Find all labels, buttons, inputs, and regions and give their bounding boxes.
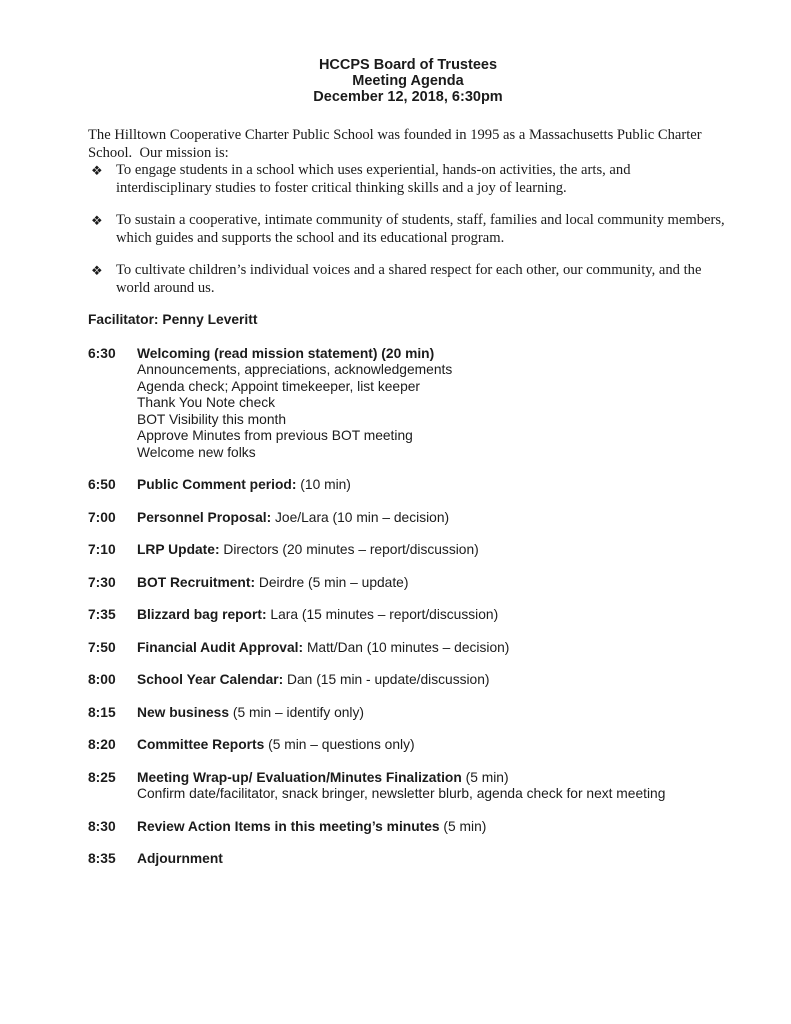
- agenda-headline: [137, 477, 728, 494]
- agenda-subline: Agenda check; Appoint timekeeper, list keeper: [137, 378, 421, 394]
- agenda-headline: [137, 346, 728, 363]
- agenda-time: 7:30: [88, 574, 116, 590]
- agenda-title: Financial Audit Approval:: [137, 639, 304, 655]
- agenda-detail: (5 min): [443, 818, 487, 834]
- agenda-time: 8:20: [88, 737, 116, 752]
- agenda-title: Committee Reports: [137, 737, 265, 752]
- agenda-item: [88, 607, 728, 624]
- agenda-item: [88, 851, 728, 868]
- agenda-title: Blizzard bag report:: [137, 607, 267, 622]
- agenda-time: 8:35: [88, 851, 116, 866]
- facilitator-line: Facilitator: Penny Leveritt: [88, 312, 258, 327]
- agenda-item: [88, 510, 728, 527]
- intro-paragraph: The Hilltown Cooperative Charter Public School was founded in 1995 as a Massachusetts Public Charter School. Our mission is:: [88, 127, 706, 161]
- agenda-item: [88, 542, 728, 559]
- agenda-headline: [137, 607, 728, 624]
- doc-title-line-2: Meeting Agenda: [352, 73, 464, 89]
- agenda-time: 7:10: [88, 542, 116, 557]
- agenda-detail: Joe/Lara (10 min – decision): [275, 509, 450, 525]
- mission-bullet-item: [91, 212, 728, 247]
- agenda-body: [137, 477, 728, 494]
- agenda-time: 7:35: [88, 607, 116, 622]
- agenda-body: [137, 851, 728, 868]
- agenda-time: 6:50: [88, 477, 116, 492]
- agenda-headline: [137, 542, 728, 559]
- diamond-bullet-icon: ❖: [91, 163, 103, 178]
- agenda-item: [88, 705, 728, 722]
- agenda-headline: [137, 737, 728, 754]
- agenda-title: Welcoming (read mission statement) (20 min): [137, 345, 435, 361]
- agenda-title: Review Action Items in this meeting’s minutes: [137, 818, 440, 834]
- agenda-title: New business: [137, 704, 230, 720]
- agenda-item: [88, 575, 728, 592]
- document-header: [88, 57, 728, 105]
- agenda-item: [88, 346, 728, 462]
- agenda-headline: [137, 672, 728, 689]
- mission-bullet-text: To cultivate children’s individual voices and a shared respect for each other, our community, and the world around us.: [116, 262, 702, 296]
- agenda-subline: BOT Visibility this month: [137, 411, 287, 427]
- agenda-body: [137, 770, 728, 803]
- agenda-title: BOT Recruitment:: [137, 574, 256, 590]
- agenda-item: [88, 737, 728, 754]
- agenda-subline: Welcome new folks: [137, 444, 256, 460]
- mission-bullet-list: [88, 162, 728, 297]
- agenda-headline: [137, 819, 728, 836]
- agenda-time: 7:00: [88, 509, 116, 525]
- agenda-headline: [137, 705, 728, 722]
- agenda-item: [88, 819, 728, 836]
- agenda-body: [137, 510, 728, 527]
- agenda-title: Public Comment period:: [137, 477, 297, 492]
- doc-title-line-1: HCCPS Board of Trustees: [318, 57, 498, 73]
- agenda-detail: Directors (20 minutes – report/discussion): [223, 542, 479, 557]
- agenda-body: [137, 640, 728, 657]
- agenda-title: Adjournment: [137, 851, 223, 866]
- mission-bullet-text: To sustain a cooperative, intimate community of students, staff, families and local community members, which guides and supports the school and its educational program.: [116, 212, 725, 246]
- agenda-title: School Year Calendar:: [137, 672, 284, 687]
- agenda-body: [137, 542, 728, 559]
- agenda-headline: [137, 770, 728, 787]
- agenda-subline: Announcements, appreciations, acknowledgements: [137, 362, 453, 377]
- mission-bullet-item: [91, 262, 728, 297]
- agenda-headline: [137, 575, 728, 592]
- agenda-body: [137, 575, 728, 592]
- agenda-headline: [137, 851, 728, 868]
- agenda-time: 8:30: [88, 818, 116, 834]
- agenda-detail: Dan (15 min - update/discussion): [287, 672, 490, 687]
- agenda-item: [88, 477, 728, 494]
- agenda-item: [88, 672, 728, 689]
- mission-intro-section: [88, 127, 728, 297]
- mission-bullet-item: [91, 162, 728, 197]
- agenda-time: 8:00: [88, 672, 116, 687]
- agenda-time: 8:25: [88, 769, 116, 785]
- agenda-detail: Matt/Dan (10 minutes – decision): [306, 639, 510, 655]
- agenda-title: LRP Update:: [137, 542, 220, 557]
- agenda-detail: Lara (15 minutes – report/discussion): [270, 607, 499, 622]
- agenda-body: [137, 737, 728, 754]
- agenda-time: 8:15: [88, 704, 116, 720]
- diamond-bullet-icon: ❖: [91, 213, 103, 228]
- doc-title-line-3: December 12, 2018, 6:30pm: [313, 89, 503, 105]
- agenda-body: [137, 346, 728, 462]
- agenda-detail: (5 min): [465, 769, 509, 785]
- agenda-time: 6:30: [88, 345, 116, 361]
- mission-bullet-text: To engage students in a school which uses experiential, hands-on activities, the arts, and interdisciplinary studies to foster critical thinking skills and a joy of learning.: [116, 162, 631, 196]
- agenda-subline: Confirm date/facilitator, snack bringer, newsletter blurb, agenda check for next meeting: [137, 786, 666, 801]
- agenda-item: [88, 640, 728, 657]
- agenda-body: [137, 672, 728, 689]
- agenda-body: [137, 819, 728, 836]
- agenda-subline: Approve Minutes from previous BOT meeting: [137, 428, 413, 443]
- agenda-detail: (10 min): [300, 477, 351, 492]
- agenda-time: 7:50: [88, 639, 116, 655]
- agenda-detail: (5 min – questions only): [268, 737, 415, 752]
- agenda-item: [88, 770, 728, 803]
- agenda-detail: Deirdre (5 min – update): [258, 574, 409, 590]
- agenda-title: Meeting Wrap-up/ Evaluation/Minutes Finalization: [137, 769, 462, 785]
- agenda-list: [88, 346, 728, 868]
- diamond-bullet-icon: ❖: [91, 263, 103, 278]
- agenda-title: Personnel Proposal:: [137, 509, 272, 525]
- agenda-headline: [137, 640, 728, 657]
- agenda-subline: Thank You Note check: [137, 395, 276, 410]
- agenda-body: [137, 607, 728, 624]
- agenda-headline: [137, 510, 728, 527]
- agenda-detail: (5 min – identify only): [232, 704, 364, 720]
- agenda-body: [137, 705, 728, 722]
